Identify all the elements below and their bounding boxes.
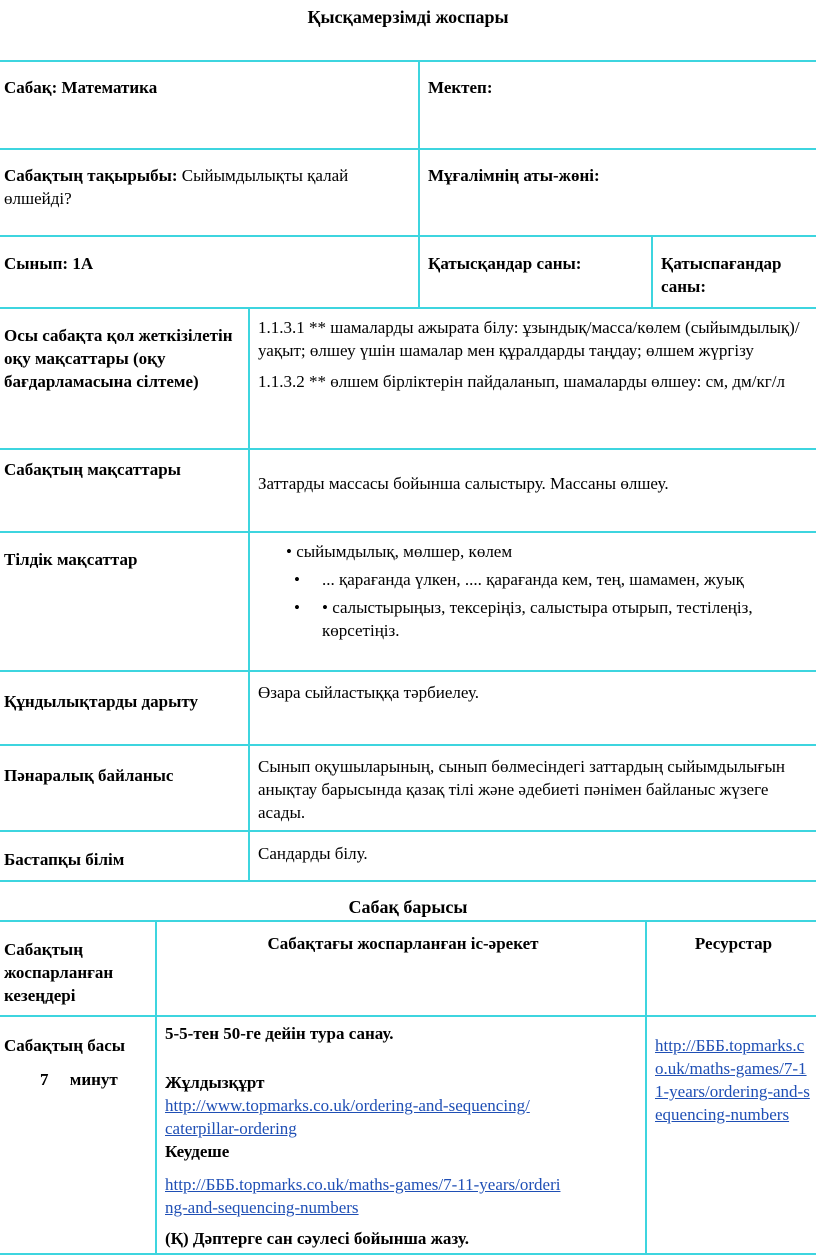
objective-2: 1.1.3.2 ** өлшем бірліктерін пайдаланып, шамаларды өлшеу: см, дм/кг/л xyxy=(258,372,785,391)
table-border xyxy=(0,744,816,746)
objectives-label: Осы сабақта қол жеткізілетін оқу мақсаттары (оқу бағдарламасына сілтеме) xyxy=(4,326,233,391)
table-border xyxy=(155,920,157,1255)
topic-value: Сыйымдылықты қалай өлшейді? xyxy=(4,166,349,208)
cross-subject-label: Пәнаралық байланыс xyxy=(4,766,174,785)
table-border xyxy=(0,830,816,832)
values-label: Құндылықтарды дарыту xyxy=(4,692,198,711)
table-border xyxy=(418,60,420,309)
document-title: Қысқамерзімді жоспары xyxy=(307,7,509,27)
bullet-icon: • xyxy=(294,598,300,617)
table-border xyxy=(0,1015,816,1017)
ordering-numbers-link[interactable]: http://БББ.topmarks.co.uk/maths-games/7-11-years/ordering-and-sequencing-numbers xyxy=(165,1175,561,1217)
resources-cell xyxy=(651,1030,816,1130)
chest-label: Кеудеше xyxy=(165,1142,230,1161)
objectives-value xyxy=(254,312,816,397)
table-border xyxy=(645,920,647,1255)
topic-label: Сабақтың тақырыбы: xyxy=(4,166,178,185)
activity-heading: 5-5-тен 50-ге дейін тура санау. xyxy=(165,1024,394,1043)
table-border xyxy=(0,448,816,450)
prior-knowledge-label: Бастапқы білім xyxy=(4,850,125,869)
section-title: Сабақ барысы xyxy=(348,897,468,917)
values-value: Өзара сыйластыққа тәрбиелеу. xyxy=(258,683,480,702)
table-border xyxy=(0,880,816,882)
table-border xyxy=(0,531,816,533)
lesson-goals-value: Заттарды массасы бойынша салыстыру. Массаны өлшеу. xyxy=(258,474,669,493)
col-resources-header: Ресурстар xyxy=(694,934,773,953)
language-value xyxy=(254,536,816,646)
caterpillar-link[interactable]: http://www.topmarks.co.uk/ordering-and-sequencing/caterpillar-ordering xyxy=(165,1096,530,1138)
school-cell: Мектеп: xyxy=(428,78,493,97)
table-border xyxy=(0,307,816,309)
language-line-1: • сыйымдылық, мөлшер, көлем xyxy=(286,542,513,561)
writing-task: (Қ) Дәптерге сан сәулесі бойынша жазу. xyxy=(165,1229,469,1248)
lesson-goals-label: Сабақтың мақсаттары xyxy=(4,460,181,479)
teacher-cell: Мұғалімнің аты-жөні: xyxy=(428,166,600,185)
col-activity-header: Сабақтағы жоспарланған іс-әрекет xyxy=(267,934,539,953)
present-count-cell: Қатысқандар саны: xyxy=(428,254,582,273)
table-border xyxy=(651,235,653,309)
subject-cell: Сабақ: Математика xyxy=(4,78,158,97)
table-border xyxy=(0,235,816,237)
activity-cell xyxy=(161,1018,645,1254)
stage-time: 7 минут xyxy=(40,1070,118,1089)
col-stages-header: Сабақтың жоспарланған кезеңдері xyxy=(4,940,114,1005)
class-cell: Сынып: 1А xyxy=(4,254,94,273)
table-border xyxy=(0,148,816,150)
topic-cell xyxy=(0,160,418,214)
table-border xyxy=(0,920,816,922)
table-border xyxy=(0,670,816,672)
language-label: Тілдік мақсаттар xyxy=(4,550,138,569)
caterpillar-label: Жұлдызқұрт xyxy=(165,1073,265,1092)
stage-name: Сабақтың басы xyxy=(4,1036,126,1055)
resource-link[interactable]: http://БББ.topmarks.co.uk/maths-games/7-11-years/ordering-and-sequencing-numbers xyxy=(655,1036,810,1124)
objective-1: 1.1.3.1 ** шамаларды ажырата білу: ұзындық/масса/көлем (сыйымдылық)/уақыт; өлшеу үшін шамалар мен құралдарды таңдау; өлшем жүргізу xyxy=(258,318,800,360)
language-item-2: • • салыстырыңыз, тексеріңіз, салыстыра отырып, тестілеңіз, көрсетіңіз. xyxy=(258,596,812,642)
table-border xyxy=(248,307,250,882)
table-border xyxy=(0,60,816,62)
absent-count-cell: Қатыспағандар саны: xyxy=(661,254,782,296)
prior-knowledge-value: Сандарды білу. xyxy=(258,844,368,863)
cross-subject-value: Сынып оқушыларының, сынып бөлмесіндегі заттардың сыйымдылығын анықтау барысында қазақ тілі және әдебиеті пәнімен байланыс жүзеге асады. xyxy=(258,757,786,822)
language-item-1: • ... қарағанда үлкен, .... қарағанда кем, тең, шамамен, жуық xyxy=(258,568,812,591)
bullet-icon: • xyxy=(294,570,300,589)
